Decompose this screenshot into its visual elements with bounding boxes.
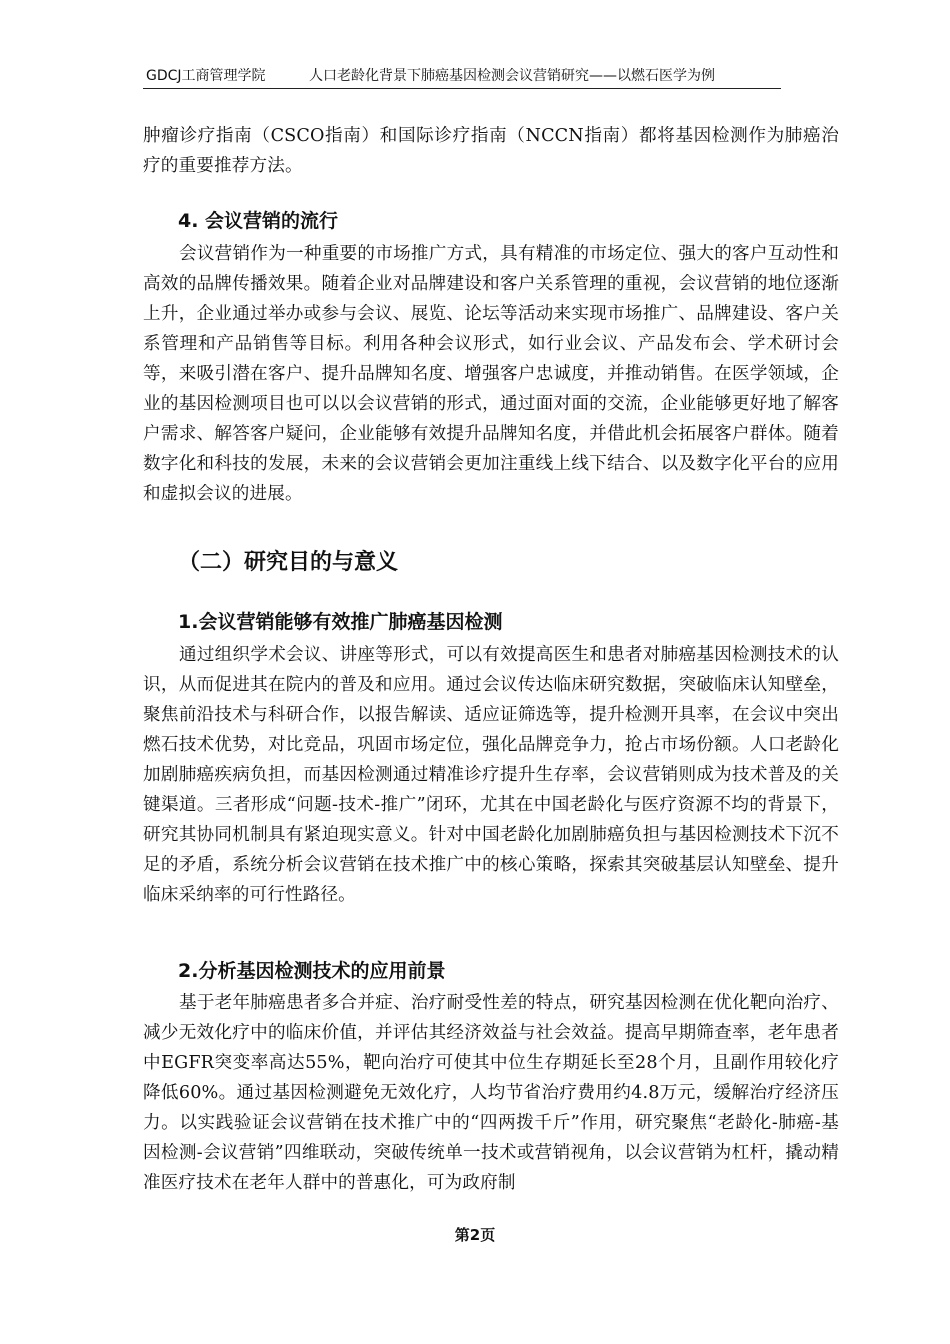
heading-application-prospect: 2.分析基因检测技术的应用前景 [178,960,446,982]
paragraph-promote-detection: 通过组织学术会议、讲座等形式，可以有效提高医生和患者对肺癌基因检测技术的认识，从而促进其在院内的普及和应用。通过会议传达临床研究数据，突破临床认知壁垒，聚焦前沿技术与科研合作，以报告解读、适应证筛选等，提升检测开具率，在会议中突出燃石技术优势，对比竞品，巩固市场定位，强化品牌竞争力，抢占市场份额。人口老龄化加剧肺癌疾病负担，而基因检测通过精准诊疗提升生存率，会议营销则成为技术普及的关键渠道。三者形成“问题-技术-推广”闭环，尤其在中国老龄化与医疗资源不均的背景下，研究其协同机制具有紧迫现实意义。针对中国老龄化加剧肺癌负担与基因检测技术下沉不足的矛盾，系统分析会议营销在技术推广中的核心策略，探索其突破基层认知壁垒、提升临床采纳率的可行性路径。 [143,645,839,905]
header-title: 人口老龄化背景下肺癌基因检测会议营销研究——以燃石医学为例 [309,68,715,84]
paragraph-application-prospect: 基于老年肺癌患者多合并症、治疗耐受性差的特点，研究基因检测在优化靶向治疗、减少无效化疗中的临床价值，并评估其经济效益与社会效益。提高早期筛查率，老年患者中EGFR突变率高达55%，靶向治疗可使其中位生存期延长至28个月，且副作用较化疗降低60%。通过基因检测避免无效化疗，人均节省治疗费用约4.8万元，缓解治疗经济压力。以实践验证会议营销在技术推广中的“四两拨千斤”作用，研究聚焦“老龄化-肺癌-基因检测-会议营销”四维联动，突破传统单一技术或营销视角，以会议营销为杠杆，撬动精准医疗技术在老年人群中的普惠化，可为政府制 [143,993,839,1193]
page-header [143,66,781,89]
heading-meeting-marketing-trend: 4. 会议营销的流行 [178,210,339,232]
heading-promote-detection: 1.会议营销能够有效推广肺癌基因检测 [178,611,503,633]
header-school: GDCJ工商管理学院 [146,68,266,84]
paragraph-continuation: 肿瘤诊疗指南（CSCO指南）和国际诊疗指南（NCCN指南）都将基因检测作为肺癌治疗的重要推荐方法。 [143,126,839,176]
section-heading-purpose: （二）研究目的与意义 [178,550,399,575]
paragraph-meeting-marketing: 会议营销作为一种重要的市场推广方式，具有精准的市场定位、强大的客户互动性和高效的品牌传播效果。随着企业对品牌建设和客户关系管理的重视，会议营销的地位逐渐上升，企业通过举办或参与会议、展览、论坛等活动来实现市场推广、品牌建设、客户关系管理和产品销售等目标。利用各种会议形式，如行业会议、产品发布会、学术研讨会等，来吸引潜在客户、提升品牌知名度、增强客户忠诚度，并推动销售。在医学领域，企业的基因检测项目也可以以会议营销的形式，通过面对面的交流，企业能够更好地了解客户需求、解答客户疑问，企业能够有效提升品牌知名度，并借此机会拓展客户群体。随着数字化和科技的发展，未来的会议营销会更加注重线上线下结合、以及数字化平台的应用和虚拟会议的进展。 [143,244,839,504]
page-number: 第2页 [454,1226,496,1244]
